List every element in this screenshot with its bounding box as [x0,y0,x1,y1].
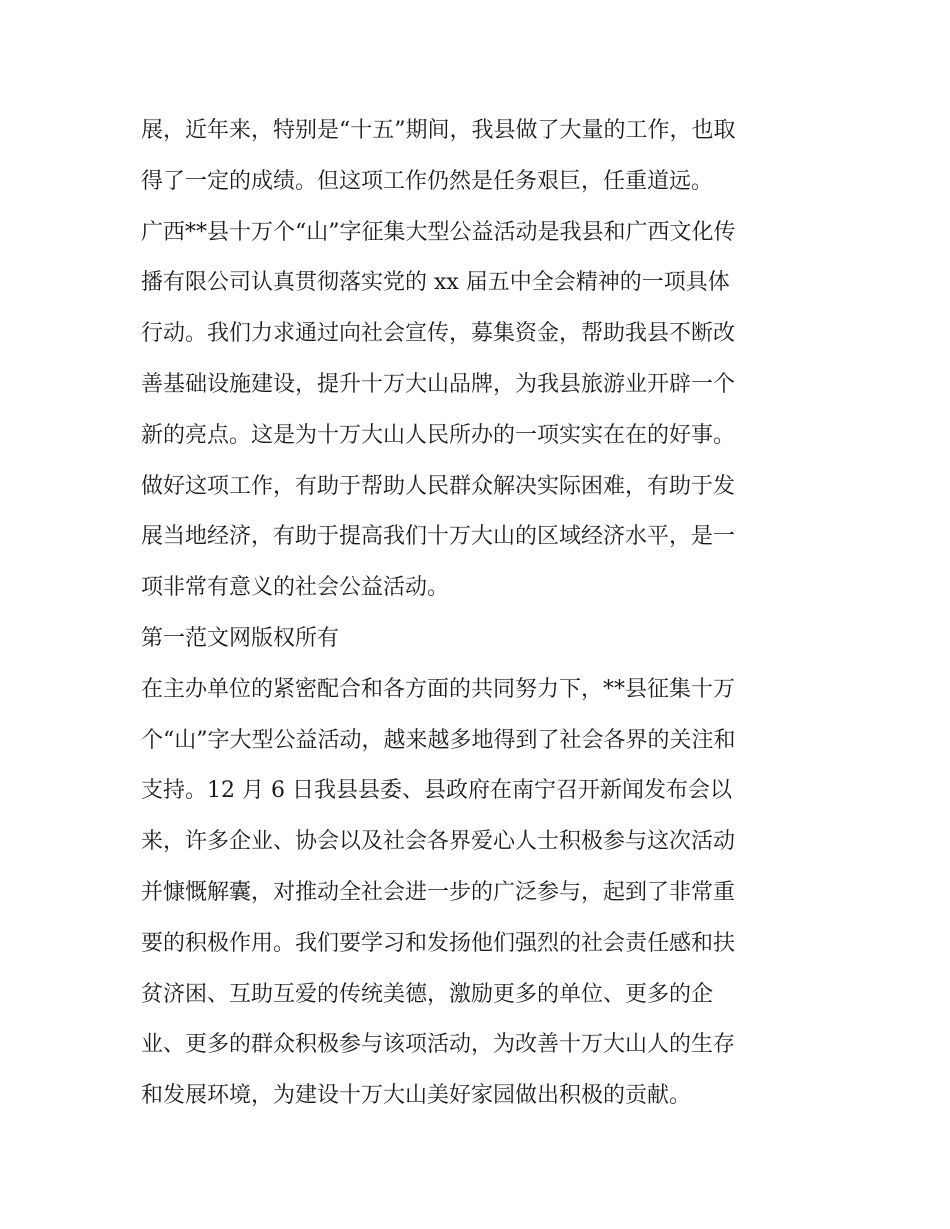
text-line-12: 在主办单位的紧密配合和各方面的共同努力下，**县征集十万 [141,676,736,702]
text-line-14: 支持。12 月 6 日我县县委、县政府在南宁召开新闻发布会以 [141,778,732,804]
document-body [141,106,821,1122]
text-line-1: 展，近年来，特别是“十五”期间，我县做了大量的工作，也取 [141,118,736,143]
text-line-3: 广西**县十万个“山”字征集大型公益活动是我县和广西文化传 [141,219,736,245]
copyright-line: 第一范文网版权所有 [141,625,340,651]
text-line-18: 贫济困、互助互爱的传统美德，激励更多的单位、更多的企 [141,981,714,1007]
text-line-2: 得了一定的成绩。但这项工作仍然是任务艰巨，任重道远。 [141,168,714,194]
text-line-15: 来，许多企业、协会以及社会各界爱心人士积极参与这次活动 [141,829,736,855]
text-line-19: 业、更多的群众积极参与该项活动，为改善十万大山人的生存 [141,1032,736,1058]
text-line-17: 要的积极作用。我们要学习和发扬他们强烈的社会责任感和扶 [141,930,736,956]
text-line-20: 和发展环境，为建设十万大山美好家园做出积极的贡献。 [141,1083,692,1109]
text-line-7: 新的亮点。这是为十万大山人民所办的一项实实在在的好事。 [141,422,736,448]
text-line-9: 展当地经济，有助于提高我们十万大山的区域经济水平，是一 [141,524,736,550]
text-line-13: 个“山”字大型公益活动，越来越多地得到了社会各界的关注和 [141,727,736,753]
text-line-6: 善基础设施建设，提升十万大山品牌，为我县旅游业开辟一个 [141,371,736,397]
text-line-5: 行动。我们力求通过向社会宣传，募集资金，帮助我县不断改 [141,321,736,347]
text-line-4: 播有限公司认真贯彻落实党的 xx 届五中全会精神的一项具体 [141,270,730,296]
text-line-16: 并慷慨解囊，对推动全社会进一步的广泛参与，起到了非常重 [141,879,736,905]
text-line-8: 做好这项工作，有助于帮助人民群众解决实际困难，有助于发 [141,473,736,499]
text-line-10: 项非常有意义的社会公益活动。 [141,575,450,601]
